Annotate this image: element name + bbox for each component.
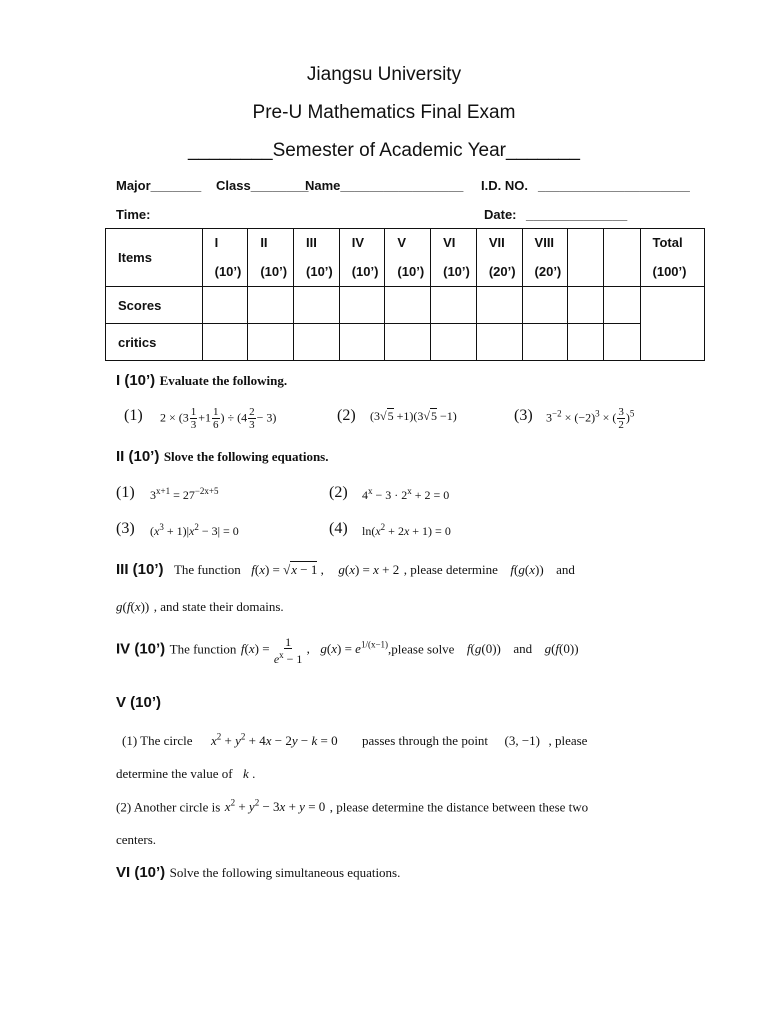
score-cell: [522, 287, 568, 324]
critics-label: critics: [106, 324, 203, 361]
col-7: VII (20’): [476, 229, 522, 287]
section-6-heading: VI (10’) Solve the following simultaneous equations.: [116, 864, 401, 881]
date-blank: ______________: [526, 207, 628, 222]
score-cell: [385, 287, 431, 324]
exam-title: Pre-U Mathematics Final Exam: [252, 102, 516, 123]
id-label: I.D. NO.: [481, 178, 528, 193]
score-cell: [294, 287, 340, 324]
items-label: Items: [106, 229, 203, 287]
col-3: III (10’): [294, 229, 340, 287]
scores-label: Scores: [106, 287, 203, 324]
section-5-heading: V (10’): [116, 694, 162, 711]
section-1-heading: I (10’) Evaluate the following.: [116, 372, 288, 389]
score-cell: [248, 287, 294, 324]
score-cell: [431, 287, 477, 324]
critic-cell: [604, 324, 640, 361]
name-field: Name_________________: [305, 178, 464, 193]
critic-cell: [431, 324, 477, 361]
score-cell: [202, 287, 248, 324]
major-field: Major_______: [116, 178, 202, 193]
section-4-line: IV (10’) The function f(x) = $\frac{1}{e^x - 1}$ , $g(x) = e^{1/(x-1)},please$ solve f(g(0)) and g(f(0)): [116, 635, 579, 666]
total-cell: [640, 287, 704, 361]
col-4: IV (10’): [339, 229, 385, 287]
university-title: Jiangsu University: [306, 64, 462, 85]
score-cell: [568, 287, 604, 324]
section-5-part-2-cont: centers.: [116, 832, 157, 847]
col-1: I (10’): [202, 229, 248, 287]
critic-cell: [294, 324, 340, 361]
score-table: [105, 228, 705, 361]
score-cell: [339, 287, 385, 324]
id-blank: _____________________: [538, 178, 690, 193]
col-5: V (10’): [385, 229, 431, 287]
score-cell: [476, 287, 522, 324]
critic-cell: [568, 324, 604, 361]
col-total: Total (100’): [640, 229, 704, 287]
section-2-problems: (1) $3^{x+1} = 27^{-2x+5}$ (2) $4^x - 3 \cdot 2^x + 2 = 0$ (3) $(x^3 + 1)|x^2 - 3| = 0$ (4) $\ln(x^2 + 2x + 1) = 0$: [116, 484, 451, 538]
col-8: VIII (20’): [522, 229, 568, 287]
section-3-line-1: III (10’) The function f(x) = √x − 1 , g(x) = x + 2 , please determine f(g(x)) and: [116, 561, 575, 578]
col-6: VI (10’): [431, 229, 477, 287]
class-field: Class________: [216, 178, 309, 193]
critic-cell: [339, 324, 385, 361]
critic-cell: [476, 324, 522, 361]
section-3-line-2: g(f(x)) , and state their domains.: [116, 599, 284, 614]
critic-cell: [202, 324, 248, 361]
semester-line: ________Semester of Academic Year_______: [188, 140, 580, 161]
section-5-part-1: (1) The circle $x^2 + y^2 + 4x - 2y - k = 0$ passes through the point (3, −1) , please: [122, 732, 588, 749]
time-label: Time:: [116, 207, 151, 222]
critic-cell: [522, 324, 568, 361]
col-10: [604, 229, 640, 287]
section-5-part-1-cont: determine the value of k .: [116, 766, 256, 781]
critic-cell: [385, 324, 431, 361]
score-cell: [604, 287, 640, 324]
col-9: [568, 229, 604, 287]
col-2: II (10’): [248, 229, 294, 287]
section-2-heading: II (10’) Slove the following equations.: [116, 448, 329, 465]
section-5-part-2: (2) Another circle is $x^2 + y^2 - 3x + y = 0$ , please determine the distance between these two: [116, 798, 589, 815]
critic-cell: [248, 324, 294, 361]
date-label: Date:: [484, 207, 517, 222]
section-1-problems: (1) 2 × (3 $\frac{1}{3}$ +1 $\frac{1}{6}$ ) ÷ (4 $\frac{2}{3}$ − 3) (2) (3√5 +1)(3√5 −1) (3) $3^{-2} \times (-2)^3$ × ( $\frac{3}{2}$ )$^5$: [124, 406, 635, 431]
